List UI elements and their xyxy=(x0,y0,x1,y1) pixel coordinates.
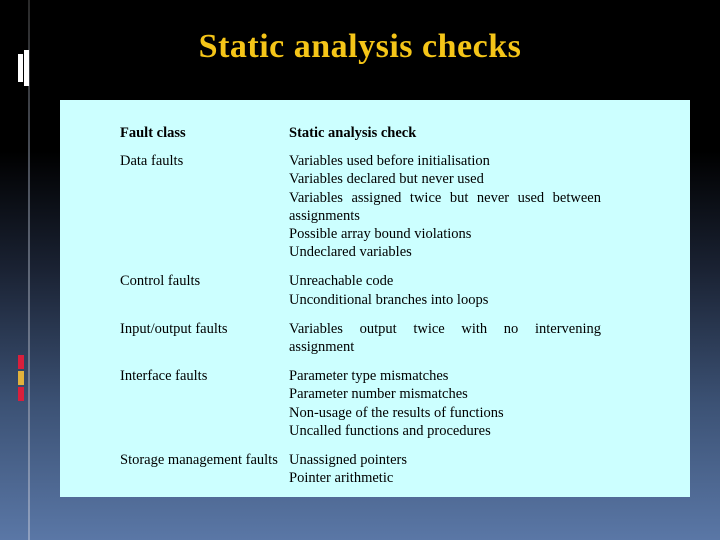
fault-class-cell: Control faults xyxy=(120,273,201,290)
fault-class-cell: Data faults xyxy=(120,153,184,170)
check-item: Variables output twice with no intervening assignment xyxy=(289,320,601,356)
check-item: Variables used before initialisation xyxy=(289,153,490,170)
fault-class-cell: Interface faults xyxy=(120,368,208,385)
table-row xyxy=(120,451,601,498)
check-item: Variables declared but never used xyxy=(289,171,484,188)
check-item: Unassigned pointers xyxy=(289,452,407,469)
table-row xyxy=(120,152,601,272)
table-row xyxy=(120,272,601,319)
check-item: Possible array bound violations xyxy=(289,226,472,243)
slide-decoration-side xyxy=(18,355,26,405)
fault-class-cell: Input/output faults xyxy=(120,320,228,337)
checks-cell xyxy=(289,272,601,319)
check-item: Non-usage of the results of functions xyxy=(289,404,504,421)
table-header-row xyxy=(120,124,601,152)
checks-cell xyxy=(289,320,601,367)
fault-table xyxy=(120,124,601,498)
checks-cell xyxy=(289,451,601,498)
check-item: Pointer arithmetic xyxy=(289,470,394,487)
check-item: Undeclared variables xyxy=(289,244,412,261)
check-item: Unconditional branches into loops xyxy=(289,291,489,308)
fault-class-cell: Storage management faults xyxy=(120,452,278,469)
slide-title: Static analysis checks xyxy=(198,28,522,65)
table-row xyxy=(120,367,601,451)
check-item: Uncalled functions and procedures xyxy=(289,422,491,439)
header-fault-class: Fault class xyxy=(120,125,186,141)
table-row xyxy=(120,320,601,367)
check-item: Parameter type mismatches xyxy=(289,368,449,385)
check-item: Variables assigned twice but never used between assignments xyxy=(289,189,601,224)
content-panel xyxy=(60,100,690,497)
check-item: Unreachable code xyxy=(289,273,394,290)
checks-cell xyxy=(289,367,601,451)
check-item: Parameter number mismatches xyxy=(289,386,468,403)
checks-cell xyxy=(289,152,601,272)
header-static-analysis-check: Static analysis check xyxy=(289,125,417,141)
